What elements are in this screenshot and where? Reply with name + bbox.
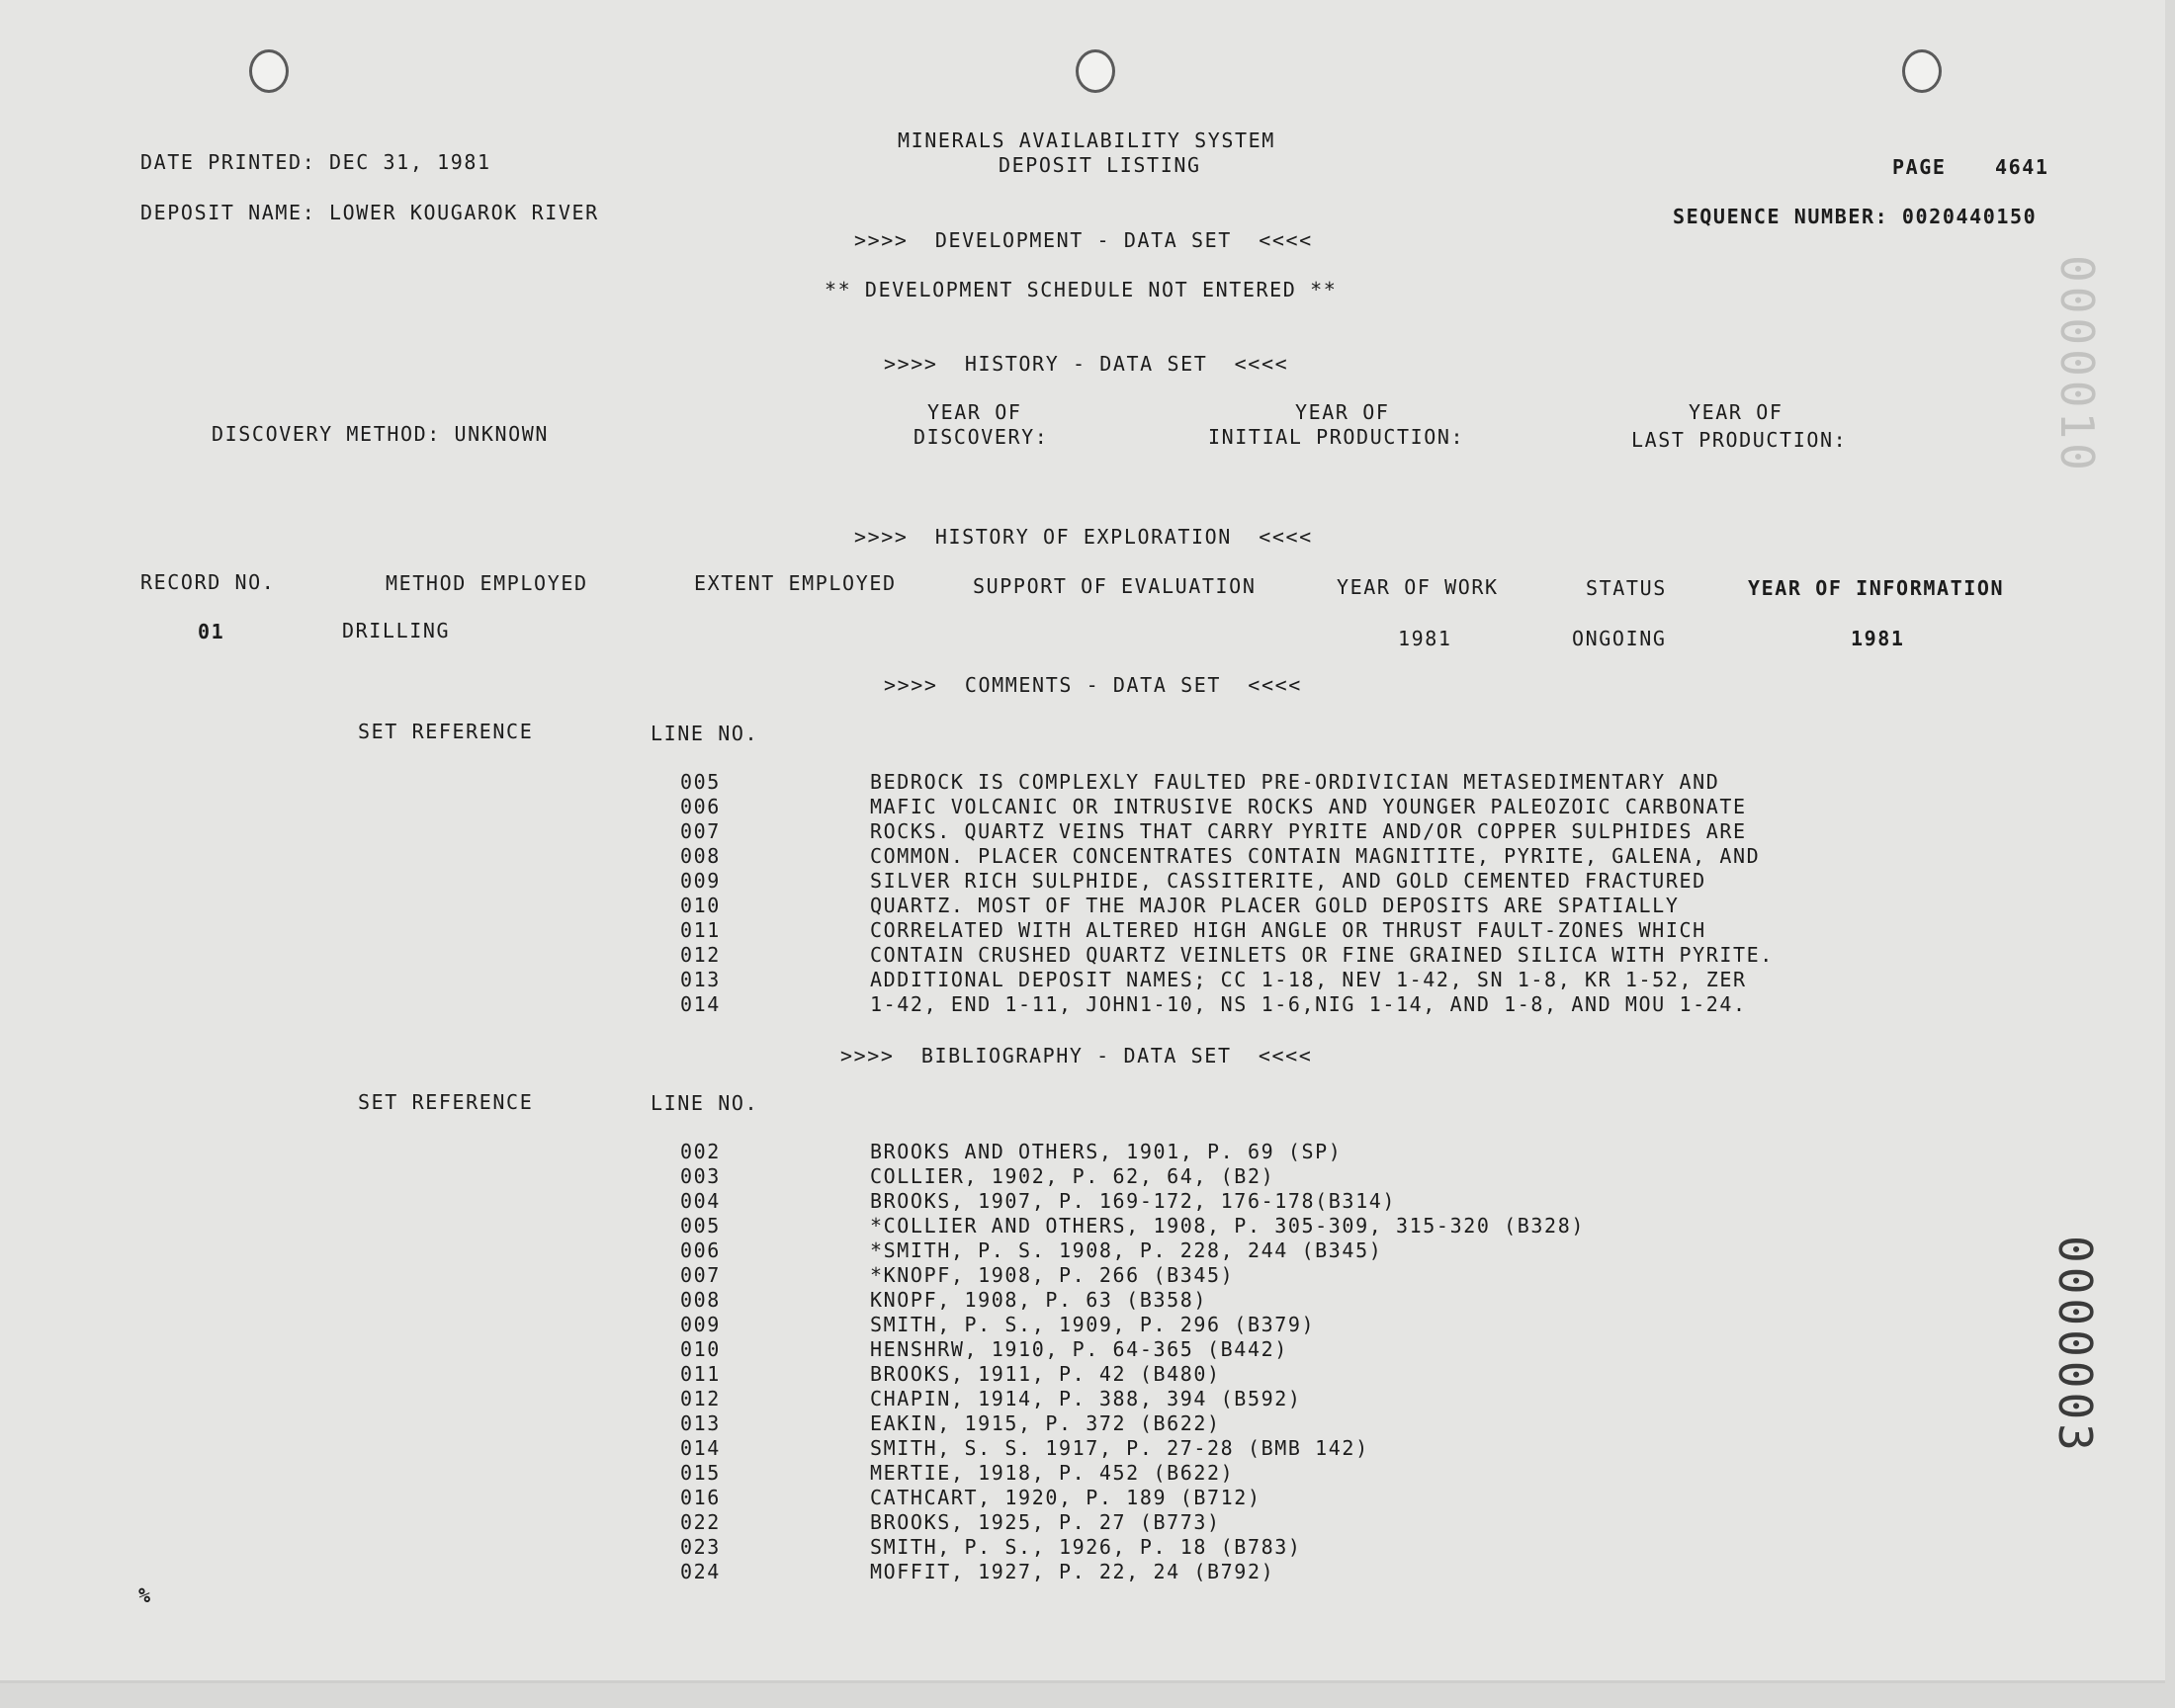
line-text: ADDITIONAL DEPOSIT NAMES; CC 1-18, NEV 1-42, SN 1-8, KR 1-52, ZER [870, 968, 1747, 991]
list-item [680, 1140, 1585, 1164]
list-item [680, 1362, 1585, 1387]
line-number: 009 [680, 869, 721, 893]
line-number: 002 [680, 1140, 721, 1163]
line-text: SMITH, S. S. 1917, P. 27-28 (BMB 142) [870, 1436, 1369, 1460]
list-item [680, 894, 1774, 918]
line-text: 1-42, END 1-11, JOHN1-10, NS 1-6,NIG 1-14, AND 1-8, AND MOU 1-24. [870, 992, 1747, 1016]
line-number: 008 [680, 1288, 721, 1312]
line-number: 004 [680, 1189, 721, 1213]
line-text: *SMITH, P. S. 1908, P. 228, 244 (B345) [870, 1238, 1383, 1262]
line-number: 011 [680, 918, 721, 942]
discovery-label: DISCOVERY: [914, 425, 1049, 449]
faint-frame-number-stamp: 0000010 [2050, 255, 2104, 474]
list-item [680, 770, 1774, 795]
line-text: MOFFIT, 1927, P. 22, 24 (B792) [870, 1560, 1275, 1583]
line-number: 012 [680, 1387, 721, 1410]
line-text: CHAPIN, 1914, P. 388, 394 (B592) [870, 1387, 1302, 1410]
col-status: STATUS [1586, 576, 1667, 600]
line-text: MAFIC VOLCANIC OR INTRUSIVE ROCKS AND YOUNGER PALEOZOIC CARBONATE [870, 795, 1747, 818]
line-text: KNOPF, 1908, P. 63 (B358) [870, 1288, 1208, 1312]
list-item [680, 1486, 1585, 1510]
initial-production-label: INITIAL PRODUCTION: [1208, 425, 1465, 449]
line-text: CATHCART, 1920, P. 189 (B712) [870, 1486, 1262, 1509]
line-text: EAKIN, 1915, P. 372 (B622) [870, 1411, 1221, 1435]
line-number: 013 [680, 968, 721, 991]
list-item [680, 943, 1774, 968]
list-item [680, 1387, 1585, 1411]
line-text: SMITH, P. S., 1909, P. 296 (B379) [870, 1313, 1316, 1336]
col-year-of-information: YEAR OF INFORMATION [1748, 576, 2005, 600]
line-number: 016 [680, 1486, 721, 1509]
comments-set-reference: SET REFERENCE [358, 720, 534, 743]
col-year-of-work: YEAR OF WORK [1337, 575, 1499, 599]
footer-percent-mark: % [138, 1583, 152, 1607]
line-number: 008 [680, 844, 721, 868]
discovery-method: DISCOVERY METHOD: UNKNOWN [212, 422, 550, 446]
line-number: 022 [680, 1510, 721, 1534]
last-production-label: LAST PRODUCTION: [1631, 428, 1848, 452]
year-of-discovery-label: YEAR OF [927, 400, 1022, 424]
binder-hole-right [1902, 49, 1942, 93]
line-number: 014 [680, 992, 721, 1016]
date-printed: DATE PRINTED: DEC 31, 1981 [140, 150, 491, 174]
status: ONGOING [1572, 627, 1667, 650]
bibliography-list [680, 1140, 1585, 1584]
list-item [680, 1288, 1585, 1313]
line-text: SILVER RICH SULPHIDE, CASSITERITE, AND GOLD CEMENTED FRACTURED [870, 869, 1706, 893]
line-number: 007 [680, 819, 721, 843]
line-text: ROCKS. QUARTZ VEINS THAT CARRY PYRITE AND/OR COPPER SULPHIDES ARE [870, 819, 1747, 843]
year-of-information: 1981 [1851, 627, 1905, 650]
line-number: 009 [680, 1313, 721, 1336]
line-text: COLLIER, 1902, P. 62, 64, (B2) [870, 1164, 1275, 1188]
line-text: BROOKS, 1911, P. 42 (B480) [870, 1362, 1221, 1386]
line-number: 012 [680, 943, 721, 967]
list-item [680, 1436, 1585, 1461]
list-item [680, 1313, 1585, 1337]
line-number: 005 [680, 1214, 721, 1238]
deposit-name: DEPOSIT NAME: LOWER KOUGAROK RIVER [140, 201, 599, 224]
line-text: BROOKS AND OTHERS, 1901, P. 69 (SP) [870, 1140, 1343, 1163]
line-text: SMITH, P. S., 1926, P. 18 (B783) [870, 1535, 1302, 1559]
list-item [680, 869, 1774, 894]
list-item [680, 1535, 1585, 1560]
line-text: BROOKS, 1925, P. 27 (B773) [870, 1510, 1221, 1534]
line-number: 023 [680, 1535, 721, 1559]
bibliography-line-no: LINE NO. [651, 1091, 759, 1115]
line-text: BEDROCK IS COMPLEXLY FAULTED PRE-ORDIVICIAN METASEDIMENTARY AND [870, 770, 1720, 794]
line-number: 011 [680, 1362, 721, 1386]
list-item [680, 1164, 1585, 1189]
frame-number-stamp: 0000003 [2048, 1236, 2102, 1455]
list-item [680, 1189, 1585, 1214]
list-item [680, 918, 1774, 943]
bibliography-set-reference: SET REFERENCE [358, 1090, 534, 1114]
bibliography-heading: >>>> BIBLIOGRAPHY - DATA SET <<<< [840, 1044, 1313, 1068]
list-item [680, 1337, 1585, 1362]
binder-hole-center [1076, 49, 1115, 93]
line-text: QUARTZ. MOST OF THE MAJOR PLACER GOLD DEPOSITS ARE SPATIALLY [870, 894, 1680, 917]
list-item [680, 1263, 1585, 1288]
line-text: *COLLIER AND OTHERS, 1908, P. 305-309, 315-320 (B328) [870, 1214, 1585, 1238]
list-item [680, 844, 1774, 869]
page-number: 4641 [1995, 155, 2049, 179]
list-item [680, 1238, 1585, 1263]
line-text: MERTIE, 1918, P. 452 (B622) [870, 1461, 1235, 1485]
list-item [680, 1560, 1585, 1584]
development-heading: >>>> DEVELOPMENT - DATA SET <<<< [854, 228, 1313, 252]
line-text: BROOKS, 1907, P. 169-172, 176-178(B314) [870, 1189, 1396, 1213]
page-label: PAGE [1892, 155, 1947, 179]
line-text: CONTAIN CRUSHED QUARTZ VEINLETS OR FINE GRAINED SILICA WITH PYRITE. [870, 943, 1774, 967]
comments-line-no: LINE NO. [651, 722, 759, 745]
line-number: 010 [680, 1337, 721, 1361]
list-item [680, 1411, 1585, 1436]
line-number: 024 [680, 1560, 721, 1583]
year-of-last-label: YEAR OF [1689, 400, 1784, 424]
line-number: 006 [680, 795, 721, 818]
comments-list [680, 770, 1774, 1017]
col-support-of-evaluation: SUPPORT OF EVALUATION [973, 574, 1257, 598]
year-of-work: 1981 [1398, 627, 1452, 650]
col-method-employed: METHOD EMPLOYED [386, 571, 588, 595]
system-title: MINERALS AVAILABILITY SYSTEM [898, 128, 1275, 152]
line-number: 013 [680, 1411, 721, 1435]
line-text: COMMON. PLACER CONCENTRATES CONTAIN MAGNITITE, PYRITE, GALENA, AND [870, 844, 1761, 868]
list-item [680, 795, 1774, 819]
line-text: *KNOPF, 1908, P. 266 (B345) [870, 1263, 1235, 1287]
col-extent-employed: EXTENT EMPLOYED [694, 571, 897, 595]
line-number: 003 [680, 1164, 721, 1188]
sequence-number: SEQUENCE NUMBER: 0020440150 [1673, 205, 2038, 228]
comments-heading: >>>> COMMENTS - DATA SET <<<< [884, 673, 1302, 697]
col-record-no: RECORD NO. [140, 570, 276, 594]
line-text: CORRELATED WITH ALTERED HIGH ANGLE OR THRUST FAULT-ZONES WHICH [870, 918, 1706, 942]
line-number: 005 [680, 770, 721, 794]
line-text: HENSHRW, 1910, P. 64-365 (B442) [870, 1337, 1288, 1361]
development-note: ** DEVELOPMENT SCHEDULE NOT ENTERED ** [825, 278, 1338, 301]
line-number: 014 [680, 1436, 721, 1460]
listing-title: DEPOSIT LISTING [999, 153, 1201, 177]
list-item [680, 968, 1774, 992]
list-item [680, 992, 1774, 1017]
method-employed: DRILLING [342, 619, 451, 642]
exploration-heading: >>>> HISTORY OF EXPLORATION <<<< [854, 525, 1313, 549]
binder-hole-left [249, 49, 289, 93]
record-number: 01 [198, 620, 225, 643]
line-number: 010 [680, 894, 721, 917]
list-item [680, 1510, 1585, 1535]
history-heading: >>>> HISTORY - DATA SET <<<< [884, 352, 1289, 376]
line-number: 006 [680, 1238, 721, 1262]
line-number: 015 [680, 1461, 721, 1485]
list-item [680, 819, 1774, 844]
line-number: 007 [680, 1263, 721, 1287]
year-of-initial-label: YEAR OF [1295, 400, 1390, 424]
list-item [680, 1461, 1585, 1486]
list-item [680, 1214, 1585, 1238]
